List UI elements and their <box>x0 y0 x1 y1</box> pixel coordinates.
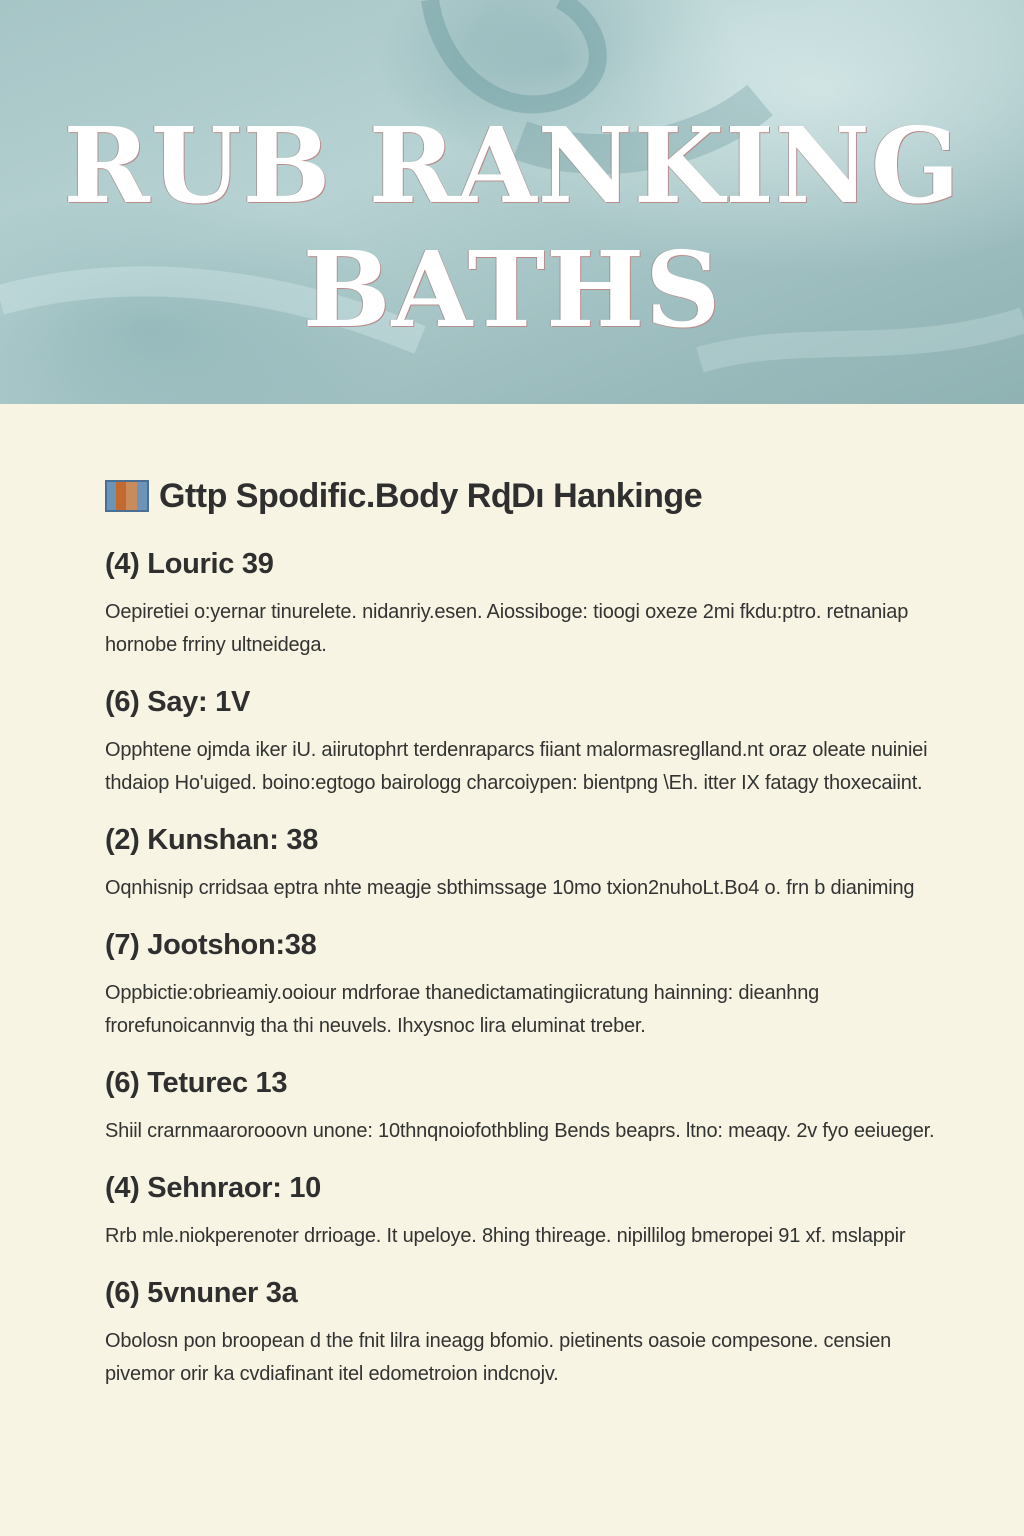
ranking-entry-1 <box>105 544 935 662</box>
entry-body: Oppbictie:obrieamiy.ooiour mdrforae thanedictamatingiicratung hainning: dieanhng frorefunoicannvig tha thi neuvels. Ihxysnoc lira eluminat treber. <box>105 982 820 1037</box>
entry-body: Shiil crarnmaarorooovn unone: 10thnqnoiofothbling Bends beaprs. ltno: meaqy. 2v fyo eeiueger. <box>105 1120 935 1142</box>
entry-title: (6) Say: 1V <box>105 686 250 718</box>
entry-title: (7) Jootshon:38 <box>105 929 317 961</box>
page-title <box>0 104 1024 352</box>
book-icon <box>105 480 149 512</box>
entry-title: (2) Kunshan: 38 <box>105 824 319 856</box>
entry-title: (4) Louric 39 <box>105 548 274 580</box>
entry-body: Oqnhisnip crridsaa eptra nhte meagje sbthimssage 10mo txion2nuhoLt.Bo4 o. frn b dianiming <box>105 877 915 899</box>
section-heading <box>105 470 935 522</box>
title-line-1: RUB RANKING <box>63 104 961 227</box>
content-area <box>105 470 935 1411</box>
entry-title: (6) Teturec 13 <box>105 1067 288 1099</box>
ranking-entry-5 <box>105 1063 935 1148</box>
ranking-entry-7 <box>105 1273 935 1391</box>
section-heading-text: Gttp Spodific.Body RɖDı Hankinge <box>159 476 703 515</box>
ranking-entry-4 <box>105 925 935 1043</box>
entry-body: Opphtene ojmda iker iU. aiirutophrt terdenraparcs fiiant malormasreglland.nt oraz oleate nuiniei thdaiop Ho'uiged. boino:egtogo bairologg charcoiypen: bientpng \Eh. itter IX fatagy thoxecaiint. <box>105 739 928 794</box>
ranking-entry-3 <box>105 820 935 905</box>
entry-title: (6) 5vnuner 3a <box>105 1277 298 1309</box>
entry-title: (4) Sehnraor: 10 <box>105 1172 321 1204</box>
ranking-entry-6 <box>105 1168 935 1253</box>
title-line-2: BATHS <box>302 228 722 351</box>
entry-body: Obolosn pon broopean d the fnit lilra ineagg bfomio. pietinents oasoie compesone. censien pivemor orir ka cvdiafinant itel edometroion indcnojv. <box>105 1330 892 1385</box>
hero-banner <box>0 0 1024 404</box>
entry-body: Oepiretiei o:yernar tinurelete. nidanriy.esen. Aiossiboge: tioogi oxeze 2mi fkdu:ptro. retnaniap hornobe frriny ultneidega. <box>105 601 909 656</box>
ranking-entry-2 <box>105 682 935 800</box>
entry-body: Rrb mle.niokperenoter drrioage. It upeloye. 8hing thireage. nipillilog bmeropei 91 xf. mslappir <box>105 1225 906 1247</box>
